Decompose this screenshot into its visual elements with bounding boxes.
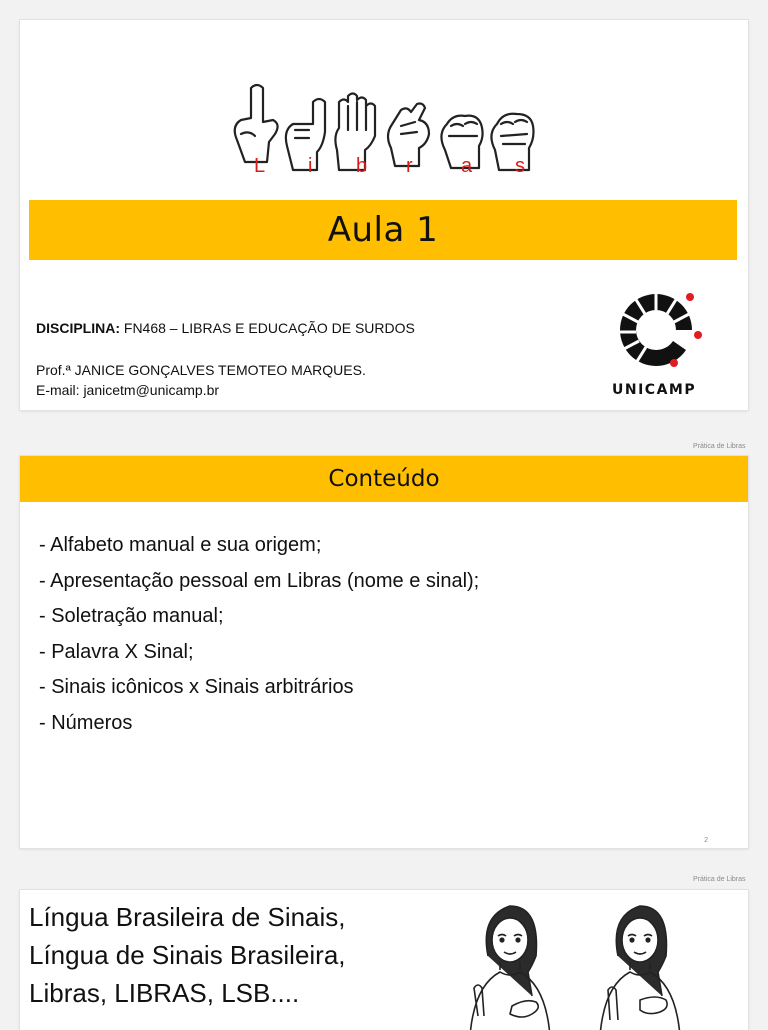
- logo-letter: a: [461, 155, 473, 177]
- slide-names: [20, 890, 748, 1030]
- libras-logo: [225, 80, 545, 190]
- list-item: - Palavra X Sinal;: [39, 640, 194, 663]
- slide-title-text: Aula 1: [327, 210, 439, 250]
- logo-letter: i: [308, 155, 313, 177]
- slide-title: [20, 20, 748, 410]
- list-item: - Sinais icônicos x Sinais arbitrários: [39, 676, 354, 698]
- logo-letter: L: [254, 155, 266, 177]
- hand-signs-icon: [225, 80, 545, 190]
- names-line: Língua Brasileira de Sinais,: [29, 902, 346, 932]
- names-list: [29, 898, 346, 1012]
- professor-name: Prof.ª JANICE GONÇALVES TEMOTEO MARQUES.: [36, 362, 366, 378]
- names-line: Libras, LIBRAS, LSB....: [29, 978, 300, 1008]
- list-item: - Alfabeto manual e sua origem;: [39, 534, 322, 556]
- slide-content: [20, 456, 748, 848]
- list-item: - Apresentação pessoal em Libras (nome e sinal);: [39, 569, 480, 592]
- slide-header-label: Prática de Libras: [693, 443, 746, 450]
- logo-letter: r: [406, 155, 413, 177]
- list-item: - Soletração manual;: [39, 605, 224, 627]
- logo-letter: b: [356, 155, 368, 177]
- professor-email: E-mail: janicetm@unicamp.br: [36, 382, 220, 398]
- list-item: - Números: [39, 711, 133, 734]
- signer-illustration-icon: [450, 896, 570, 1030]
- names-line: Língua de Sinais Brasileira,: [29, 940, 346, 970]
- institution-name: UNICAMP: [612, 382, 697, 398]
- unicamp-logo-icon: [608, 288, 704, 372]
- slide-header-label: Prática de Libras: [693, 876, 746, 883]
- title-band: [29, 200, 737, 260]
- content-band: [20, 456, 748, 502]
- disciplina-value: FN468 – LIBRAS E EDUCAÇÃO DE SURDOS: [123, 320, 415, 336]
- content-list: [39, 528, 479, 741]
- logo-letter: s: [515, 155, 525, 177]
- content-title: Conteúdo: [328, 466, 440, 492]
- page-number: 2: [704, 837, 708, 844]
- disciplina-line: [36, 320, 415, 336]
- disciplina-label: DISCIPLINA:: [36, 320, 120, 336]
- signer-illustration-icon: [580, 896, 700, 1030]
